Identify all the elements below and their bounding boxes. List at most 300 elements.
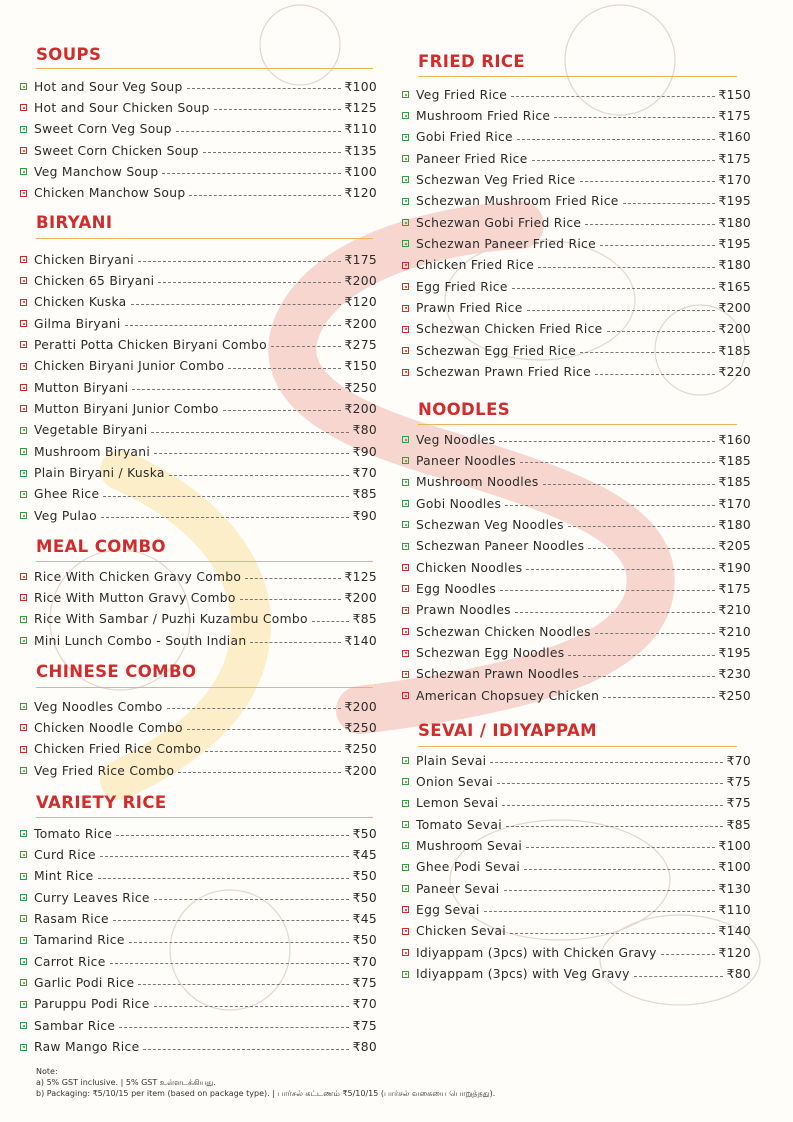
dot-leader [138,261,341,262]
dot-leader [228,368,340,369]
menu-item [20,97,377,118]
menu-item [20,334,377,355]
veg-indicator-icon [402,134,409,141]
dot-leader [603,697,714,698]
dot-leader [497,783,723,784]
menu-item-name: Schezwan Prawn Fried Rice [416,365,591,380]
dot-leader [504,890,715,891]
menu-item-price: ₹90 [352,508,377,523]
dot-leader [595,374,715,375]
menu-item [20,760,377,781]
menu-item [402,105,751,126]
dot-leader [100,856,349,857]
menu-item-price: ₹250 [344,380,377,395]
veg-indicator-icon [20,873,27,880]
menu-item [20,866,377,887]
menu-item [402,212,751,233]
dot-leader [138,984,348,985]
menu-item-price: ₹100 [344,79,377,94]
menu-item-price: ₹45 [352,847,377,862]
menu-item-price: ₹185 [718,453,751,468]
menu-item-price: ₹160 [718,130,751,145]
dot-leader [490,762,722,763]
menu-item-price: ₹165 [718,279,751,294]
dot-leader [661,954,715,955]
menu-item-price: ₹200 [344,699,377,714]
menu-item-name: Mushroom Biryani [34,444,151,459]
nonveg-indicator-icon [402,671,409,678]
menu-item-price: ₹200 [718,322,751,337]
menu-item [402,429,751,450]
dot-leader [510,933,714,934]
nonveg-indicator-icon [402,906,409,913]
menu-item-name: Schezwan Chicken Fried Rice [416,322,603,337]
menu-item-price: ₹150 [718,87,751,102]
dot-leader [240,599,341,600]
dot-leader [103,496,348,497]
menu-item-name: Gilma Biryani [34,316,121,331]
menu-item-name: Tamarind Rice [34,933,125,948]
section-title: CHINESE COMBO [36,662,197,681]
dot-leader [271,346,341,347]
menu-item-name: Veg Noodles Combo [34,699,163,714]
menu-item-price: ₹110 [718,902,751,917]
section-title: SOUPS [36,45,102,64]
nonveg-indicator-icon [20,405,27,412]
menu-item-name: Hot and Sour Veg Soup [34,79,183,94]
veg-indicator-icon [20,1022,27,1029]
dot-leader [580,181,715,182]
menu-item-price: ₹130 [718,881,751,896]
menu-item [20,1037,377,1058]
menu-item-price: ₹70 [352,466,377,480]
nonveg-indicator-icon [20,594,27,601]
nonveg-indicator-icon [20,341,27,348]
veg-indicator-icon [20,83,27,90]
section-divider [36,687,373,688]
menu-item-name: Carrot Rice [34,954,106,969]
dot-leader [187,88,341,89]
menu-item [402,814,751,835]
menu-item-name: Onion Sevai [416,774,494,789]
menu-item-name: Tomato Sevai [416,817,502,832]
menu-item-price: ₹150 [344,359,377,374]
menu-item-price: ₹120 [344,186,377,201]
menu-item-name: Chicken Kuska [34,295,127,310]
menu-item [402,835,751,856]
dot-leader [178,772,340,773]
section-divider [418,76,737,77]
menu-item-price: ₹195 [718,646,751,660]
section-title: NOODLES [418,400,511,419]
dot-leader [568,526,715,527]
dot-leader [500,590,714,591]
menu-item-price: ₹185 [718,475,751,490]
menu-item-name: American Chopsuey Chicken [416,688,600,703]
menu-item-name: Schezwan Egg Noodles [416,646,565,660]
menu-item-price: ₹200 [718,301,751,315]
menu-item-name: Chicken Fried Rice [416,258,535,273]
menu-item-price: ₹175 [344,252,377,267]
menu-item-name: Schezwan Veg Noodles [416,517,564,532]
menu-item-name: Mushroom Fried Rice [416,108,551,123]
dot-leader [129,942,349,943]
veg-indicator-icon [20,491,27,498]
nonveg-indicator-icon [402,650,409,657]
nonveg-indicator-icon [402,928,409,935]
menu-item [402,536,751,557]
menu-item-price: ₹220 [718,365,751,380]
nonveg-indicator-icon [402,262,409,269]
nonveg-indicator-icon [20,363,27,370]
menu-item-name: Paruppu Podi Rice [34,997,150,1012]
dot-leader [511,96,714,97]
section-divider [418,746,737,747]
dot-leader [203,152,341,153]
dot-leader [580,352,714,353]
menu-item-name: Paneer Fried Rice [416,151,528,166]
veg-indicator-icon [20,470,27,477]
dot-leader [607,331,715,332]
menu-item-price: ₹170 [718,172,751,187]
dot-leader [187,729,341,730]
menu-item-price: ₹180 [718,258,751,273]
menu-item-price: ₹75 [726,774,751,789]
menu-item [20,696,377,717]
menu-item-price: ₹110 [344,122,377,137]
menu-item [20,739,377,760]
dot-leader [484,911,715,912]
nonveg-indicator-icon [20,384,27,391]
veg-indicator-icon [20,915,27,922]
dot-leader [554,117,714,118]
menu-item [402,514,751,535]
nonveg-indicator-icon [402,347,409,354]
note-gst: a) 5% GST inclusive. | 5% GST உள்ளடக்கியது. [36,1078,216,1087]
menu-item-name: Veg Fried Rice [416,87,508,102]
menu-item-name: Plain Sevai [416,753,487,768]
menu-item [402,298,751,319]
dot-leader [119,1027,348,1028]
menu-item-price: ₹250 [344,720,377,735]
dot-leader [538,267,714,268]
menu-item-price: ₹85 [726,817,751,832]
menu-item [402,493,751,514]
menu-item-price: ₹135 [344,143,377,158]
veg-indicator-icon [20,1044,27,1051]
menu-item [20,270,377,291]
veg-indicator-icon [402,500,409,507]
menu-item [20,587,377,608]
dot-leader [595,633,715,634]
menu-item-price: ₹250 [718,688,751,703]
menu-item [402,148,751,169]
menu-item-price: ₹180 [718,215,751,230]
dot-leader [634,976,723,977]
menu-item [402,664,751,685]
menu-item [402,450,751,471]
menu-item-name: Chicken Biryani Junior Combo [34,359,225,374]
menu-item-price: ₹200 [344,763,377,778]
section-divider [418,424,737,425]
menu-item-name: Raw Mango Rice [34,1040,140,1054]
menu-item-name: Curd Rice [34,847,96,862]
menu-item [20,140,377,161]
menu-item-price: ₹70 [352,954,377,969]
section-divider [36,68,373,69]
menu-item-price: ₹190 [718,560,751,575]
section-divider [36,561,373,562]
dot-leader [526,847,714,848]
menu-item [20,484,377,505]
menu-item-price: ₹75 [352,1018,377,1033]
menu-item [402,319,751,340]
menu-item-name: Gobi Noodles [416,496,502,511]
menu-item [402,169,751,190]
dot-leader [113,920,349,921]
dot-leader [205,751,340,752]
menu-item [20,420,377,441]
dot-leader [543,484,715,485]
nonveg-indicator-icon [402,305,409,312]
menu-item-name: Mutton Biryani [34,380,129,395]
menu-item-name: Sambar Rice [34,1018,116,1033]
menu-item [402,771,751,792]
veg-indicator-icon [20,830,27,837]
menu-item-price: ₹195 [718,236,751,251]
menu-item-price: ₹85 [352,612,377,627]
menu-item [20,292,377,313]
menu-item [402,191,751,212]
veg-indicator-icon [402,219,409,226]
menu-item [402,878,751,899]
menu-item-name: Mint Rice [34,869,94,884]
menu-item-name: Egg Fried Rice [416,279,508,294]
veg-indicator-icon [402,757,409,764]
section-divider [36,238,373,239]
dot-leader [583,676,714,677]
menu-item [20,609,377,630]
menu-item [20,313,377,334]
menu-item-price: ₹70 [352,997,377,1012]
dot-leader [131,304,341,305]
menu-item-name: Chicken Noodle Combo [34,720,183,735]
menu-item-price: ₹50 [352,869,377,884]
menu-item-name: Tomato Rice [34,826,113,841]
veg-indicator-icon [20,979,27,986]
dot-leader [517,139,715,140]
nonveg-indicator-icon [402,949,409,956]
menu-item [402,750,751,771]
menu-item-name: Vegetable Biryani [34,423,148,438]
veg-indicator-icon [402,971,409,978]
menu-item [402,340,751,361]
menu-item-price: ₹80 [352,423,377,438]
veg-indicator-icon [20,1001,27,1008]
nonveg-indicator-icon [402,585,409,592]
veg-indicator-icon [20,168,27,175]
menu-item [402,600,751,621]
menu-item-name: Mushroom Noodles [416,475,539,490]
nonveg-indicator-icon [402,326,409,333]
menu-item [20,398,377,419]
nonveg-indicator-icon [20,256,27,263]
section-title: FRIED RICE [418,52,526,71]
veg-indicator-icon [402,436,409,443]
menu-item-name: Rice With Mutton Gravy Combo [34,590,236,605]
menu-item-price: ₹75 [352,975,377,990]
menu-item-name: Veg Fried Rice Combo [34,763,175,778]
dot-leader [98,878,349,879]
menu-item [402,472,751,493]
dot-leader [499,441,714,442]
dot-leader [312,621,349,622]
dot-leader [526,569,714,570]
menu-item [20,717,377,738]
dot-leader [502,805,722,806]
menu-item-name: Paneer Sevai [416,881,500,896]
menu-item [20,377,377,398]
menu-item-price: ₹210 [718,603,751,618]
menu-item-price: ₹50 [352,890,377,905]
menu-item-price: ₹100 [344,164,377,179]
menu-item [402,899,751,920]
menu-item [20,76,377,97]
menu-item [20,356,377,377]
veg-indicator-icon [20,767,27,774]
dot-leader [101,517,349,518]
menu-item [20,930,377,951]
veg-indicator-icon [402,112,409,119]
menu-item-name: Schezwan Gobi Fried Rice [416,215,582,230]
menu-item [402,964,751,985]
menu-item-price: ₹100 [718,860,751,875]
section-title: SEVAI / IDIYAPPAM [418,721,598,740]
nonveg-indicator-icon [402,369,409,376]
dot-leader [532,160,715,161]
menu-item-name: Lemon Sevai [416,796,499,811]
dot-leader [527,310,715,311]
menu-item-name: Ghee Rice [34,487,100,502]
menu-item [20,463,377,484]
veg-indicator-icon [20,427,27,434]
nonveg-indicator-icon [20,277,27,284]
menu-item [20,951,377,972]
dot-leader [505,505,714,506]
menu-item [20,249,377,270]
dot-leader [151,432,348,433]
veg-indicator-icon [402,521,409,528]
nonveg-indicator-icon [20,299,27,306]
menu-item-name: Garlic Podi Rice [34,975,135,990]
menu-item-price: ₹50 [352,933,377,948]
menu-item [20,887,377,908]
menu-item-price: ₹120 [718,945,751,960]
veg-indicator-icon [20,958,27,965]
veg-indicator-icon [402,778,409,785]
menu-item [402,793,751,814]
veg-indicator-icon [20,448,27,455]
menu-item [402,127,751,148]
dot-leader [515,612,715,613]
dot-leader [154,453,349,454]
menu-item-name: Curry Leaves Rice [34,890,150,905]
menu-item [20,441,377,462]
menu-item [20,161,377,182]
menu-item-name: Sweet Corn Veg Soup [34,122,172,137]
menu-item-name: Prawn Fried Rice [416,301,523,315]
nonveg-indicator-icon [402,564,409,571]
menu-item [20,844,377,865]
menu-item-name: Mushroom Sevai [416,838,523,853]
menu-item-name: Rice With Sambar / Puzhi Kuzambu Combo [34,612,308,627]
menu-item [402,255,751,276]
menu-item-price: ₹70 [726,753,751,768]
menu-item-price: ₹140 [718,924,751,939]
menu-item [402,857,751,878]
menu-item-price: ₹230 [718,667,751,682]
dot-leader [110,963,349,964]
menu-item-name: Paneer Noodles [416,453,516,468]
veg-indicator-icon [20,894,27,901]
dot-leader [162,173,340,174]
menu-item-name: Gobi Fried Rice [416,130,513,145]
section-title: BIRYANI [36,213,113,232]
nonveg-indicator-icon [402,607,409,614]
menu-item-price: ₹200 [344,401,377,416]
menu-item [402,578,751,599]
menu-item [402,685,751,706]
menu-item [20,566,377,587]
dot-leader [512,288,715,289]
menu-item [20,994,377,1015]
menu-item-name: Chicken Fried Rice Combo [34,742,202,757]
menu-item [20,1015,377,1036]
dot-leader [189,195,340,196]
menu-item-name: Plain Biryani / Kuska [34,466,165,480]
menu-item-price: ₹45 [352,911,377,926]
menu-item [20,119,377,140]
dot-leader [132,389,340,390]
menu-item-price: ₹200 [344,316,377,331]
menu-item-price: ₹185 [718,343,751,358]
menu-item-name: Schezwan Prawn Noodles [416,667,580,682]
nonveg-indicator-icon [402,692,409,699]
menu-item-name: Sweet Corn Chicken Soup [34,143,199,158]
veg-indicator-icon [20,851,27,858]
menu-item-name: Chicken 65 Biryani [34,273,155,288]
menu-item [20,183,377,204]
dot-leader [568,655,714,656]
veg-indicator-icon [402,176,409,183]
menu-item-name: Ghee Podi Sevai [416,860,521,875]
veg-indicator-icon [402,240,409,247]
menu-item-name: Veg Manchow Soup [34,164,159,179]
veg-indicator-icon [20,637,27,644]
veg-indicator-icon [402,885,409,892]
menu-item-price: ₹175 [718,108,751,123]
menu-item [402,233,751,254]
menu-item [20,630,377,651]
dot-leader [223,410,341,411]
nonveg-indicator-icon [20,104,27,111]
menu-item-name: Chicken Sevai [416,924,507,939]
dot-leader [520,462,715,463]
dot-leader [169,475,349,476]
veg-indicator-icon [20,937,27,944]
veg-indicator-icon [20,703,27,710]
menu-item-price: ₹100 [718,838,751,853]
